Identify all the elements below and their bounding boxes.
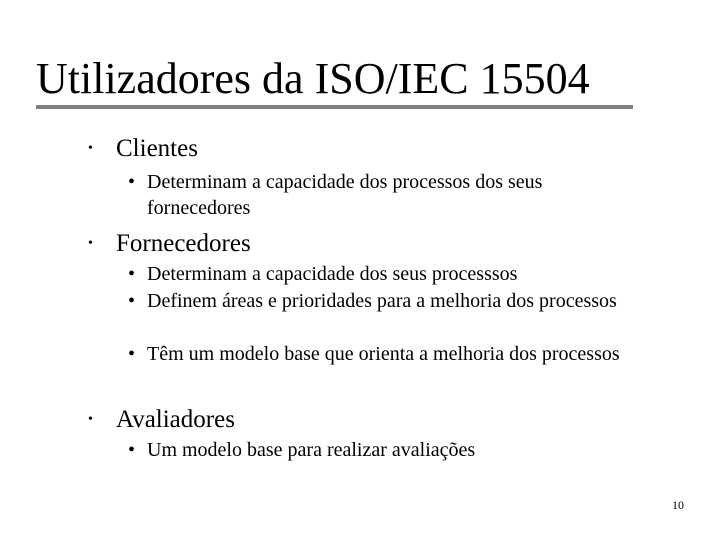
bullet-icon: • bbox=[128, 343, 136, 365]
title-underline bbox=[36, 105, 633, 109]
bullet-icon: • bbox=[88, 141, 93, 156]
list-item bbox=[128, 169, 628, 221]
bullet-icon: • bbox=[128, 439, 136, 461]
section-heading-clientes: Clientes bbox=[116, 135, 198, 162]
bullet-icon: • bbox=[88, 412, 93, 427]
bullet-icon: • bbox=[128, 290, 136, 312]
list-item bbox=[128, 341, 628, 367]
list-item-text: Definem áreas e prioridades para a melhoria dos processos bbox=[147, 290, 617, 312]
slide-title: Utilizadores da ISO/IEC 15504 bbox=[36, 54, 590, 103]
bullet-icon: • bbox=[128, 171, 136, 193]
list-item bbox=[128, 261, 628, 287]
section-heading-avaliadores: Avaliadores bbox=[116, 406, 235, 433]
list-item bbox=[128, 437, 628, 463]
list-item-text: Determinam a capacidade dos seus processsos bbox=[147, 263, 518, 285]
list-item-text: Determinam a capacidade dos processos dos seus fornecedores bbox=[147, 171, 543, 219]
list-item bbox=[128, 288, 628, 314]
page-number: 10 bbox=[672, 498, 684, 512]
bullet-icon: • bbox=[128, 263, 136, 285]
list-item-text: Têm um modelo base que orienta a melhoria dos processos bbox=[147, 343, 620, 365]
list-item-text: Um modelo base para realizar avaliações bbox=[147, 439, 476, 461]
bullet-icon: • bbox=[88, 236, 93, 251]
section-heading-fornecedores: Fornecedores bbox=[116, 230, 251, 257]
